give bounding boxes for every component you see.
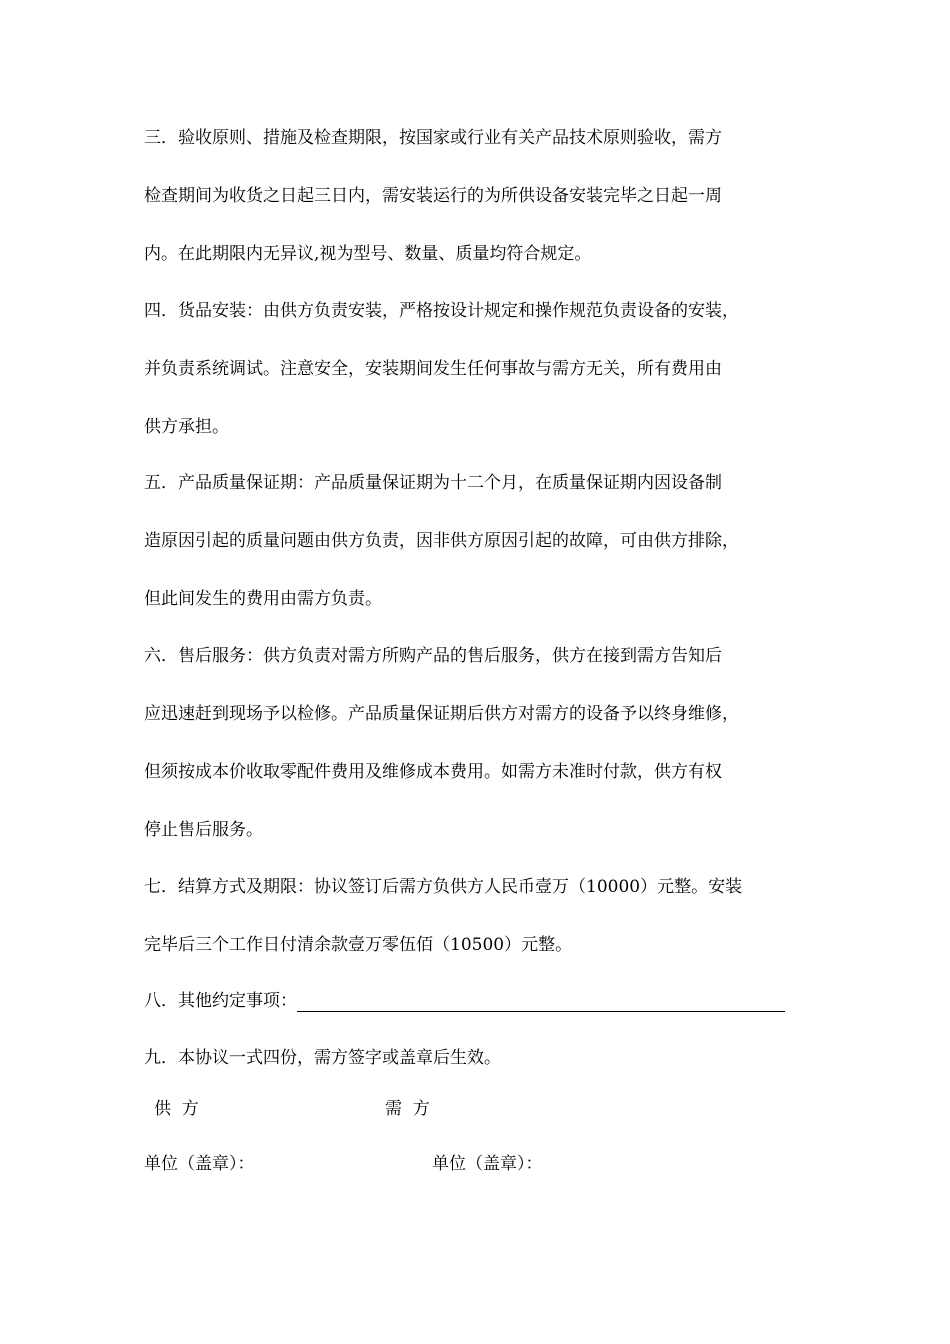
clause-nine: 九．本协议一式四份，需方签字或盖章后生效。 [144, 1048, 501, 1068]
text-line-6: 供方承担。 [144, 417, 229, 437]
other-terms-row [144, 990, 785, 1012]
supplier-label: 供 方 [154, 1099, 199, 1119]
text-line-4: 四．货品安装：由供方负责安装，严格按设计规定和操作规范负责设备的安装， [144, 301, 739, 321]
text-line-3: 内。在此期限内无异议,视为型号、数量、质量均符合规定。 [144, 244, 592, 264]
supplier-unit-label: 单位（盖章）： [144, 1154, 255, 1174]
text-line-7: 五．产品质量保证期：产品质量保证期为十二个月，在质量保证期内因设备制 [144, 473, 722, 493]
text-line-10: 六．售后服务：供方负责对需方所购产品的售后服务，供方在接到需方告知后 [144, 646, 722, 666]
text-line-1: 三．验收原则、措施及检查期限，按国家或行业有关产品技术原则验收，需方 [144, 128, 722, 148]
text-line-9: 但此间发生的费用由需方负责。 [144, 589, 382, 609]
text-line-15: 完毕后三个工作日付清余款壹万零伍佰（10500）元整。 [144, 935, 573, 955]
buyer-label: 需 方 [385, 1099, 430, 1119]
text-line-12: 但须按成本价收取零配件费用及维修成本费用。如需方未准时付款，供方有权 [144, 762, 722, 782]
other-terms-blank-line [297, 993, 785, 1012]
text-line-5: 并负责系统调试。注意安全，安装期间发生任何事故与需方无关，所有费用由 [144, 359, 722, 379]
text-line-13: 停止售后服务。 [144, 820, 263, 840]
text-line-11: 应迅速赶到现场予以检修。产品质量保证期后供方对需方的设备予以终身维修， [144, 704, 739, 724]
buyer-unit-label: 单位（盖章）： [432, 1154, 543, 1174]
text-line-2: 检查期间为收货之日起三日内，需安装运行的为所供设备安装完毕之日起一周 [144, 186, 722, 206]
text-line-8: 造原因引起的质量问题由供方负责，因非供方原因引起的故障，可由供方排除， [144, 531, 739, 551]
other-terms-label: 八．其他约定事项： [144, 991, 297, 1011]
text-line-14: 七．结算方式及期限：协议签订后需方负供方人民币壹万（10000）元整。安装 [144, 877, 743, 897]
